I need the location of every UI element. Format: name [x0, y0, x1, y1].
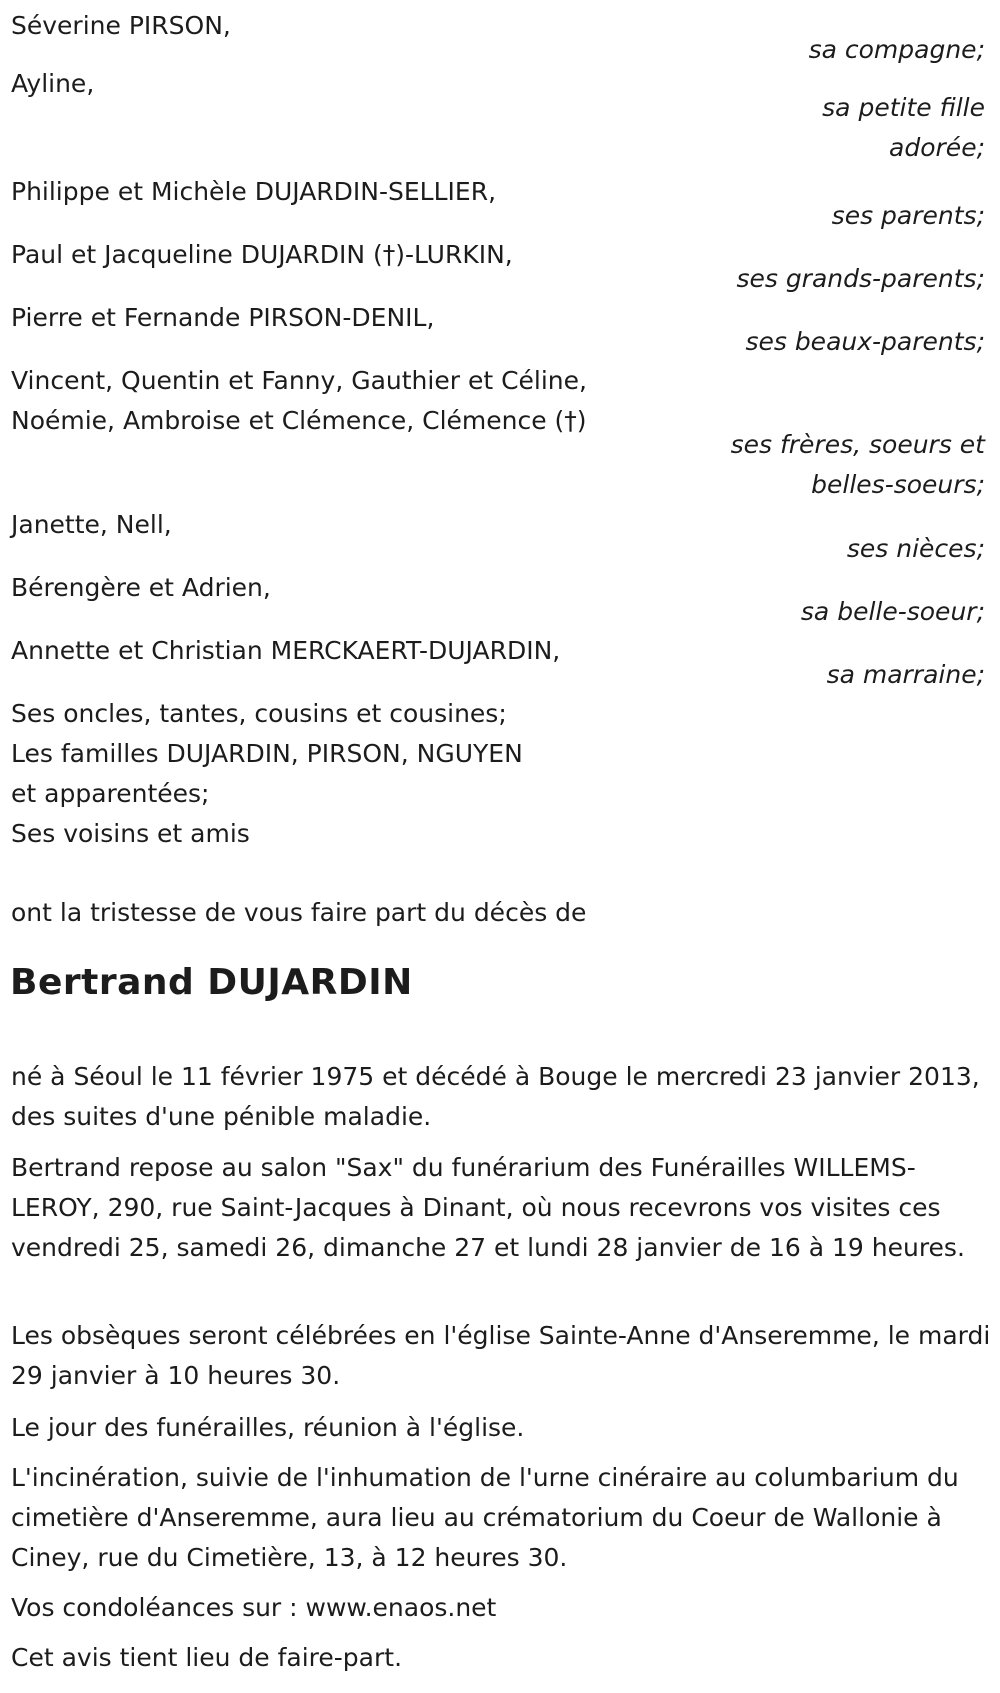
- family-entry-names: [11, 172, 711, 212]
- family-entry-names: [11, 64, 711, 104]
- relation-line: ses parents;: [831, 201, 985, 230]
- cremation-paragraph: L'incinération, suivie de l'inhumation de l'urne cinéraire au columbarium du cimetière d'Anseremme, aura lieu au crématorium du Coeur de Wallonie à Ciney, rue du Cimetière, 13, à 12 heures 30.: [11, 1463, 959, 1572]
- family-name-line: Annette et Christian MERCKAERT-DUJARDIN,: [11, 636, 561, 665]
- family-name-line: Vincent, Quentin et Fanny, Gauthier et Céline,: [11, 366, 587, 395]
- family-entry-names: [11, 631, 711, 671]
- family-entry-names: [11, 505, 711, 545]
- funeral-service-paragraph: Les obsèques seront célébrées en l'église Sainte-Anne d'Anseremme, le mardi 29 janvier à 10 heures 30.: [11, 1321, 991, 1390]
- family-entry-names: [11, 361, 711, 441]
- deceased-name: Bertrand DUJARDIN: [10, 962, 413, 1003]
- condolences-paragraph: Vos condoléances sur : www.enaos.net: [11, 1593, 497, 1622]
- family-name-line: Noémie, Ambroise et Clémence, Clémence (†): [11, 406, 587, 435]
- family-entry-names: [11, 6, 711, 46]
- relation-line: adorée;: [889, 133, 985, 162]
- other-relatives-line: Les familles DUJARDIN, PIRSON, NGUYEN: [11, 739, 523, 768]
- relation-line: ses nièces;: [846, 534, 985, 563]
- family-entry-names: [11, 298, 711, 338]
- family-name-line: Séverine PIRSON,: [11, 11, 231, 40]
- relation-line: sa belle-soeur;: [800, 597, 985, 626]
- funerarium-paragraph: Bertrand repose au salon "Sax" du funérarium des Funérailles WILLEMS-LEROY, 290, rue Saint-Jacques à Dinant, où nous recevrons vos visites ces vendredi 25, samedi 26, dimanche 27 et lundi 28 janvier de 16 à 19 heures.: [11, 1153, 965, 1262]
- birth-death-paragraph: né à Séoul le 11 février 1975 et décédé à Bouge le mercredi 23 janvier 2013, des suites d'une pénible maladie.: [11, 1062, 980, 1131]
- other-relatives-line: et apparentées;: [11, 779, 210, 808]
- family-entry-relation: [685, 88, 985, 168]
- announcement-text: ont la tristesse de vous faire part du décès de: [11, 898, 587, 927]
- relation-line: sa marraine;: [826, 660, 985, 689]
- family-name-line: Pierre et Fernande PIRSON-DENIL,: [11, 303, 435, 332]
- gathering-paragraph: Le jour des funérailles, réunion à l'église.: [11, 1413, 525, 1442]
- family-name-line: Bérengère et Adrien,: [11, 573, 271, 602]
- relation-line: sa petite fille: [822, 93, 985, 122]
- relation-line: ses frères, soeurs et: [730, 430, 985, 459]
- notice-paragraph: Cet avis tient lieu de faire-part.: [11, 1643, 403, 1672]
- family-entry-relation: [685, 655, 985, 695]
- family-entry-relation: [685, 322, 985, 362]
- family-entry-relation: [685, 425, 985, 505]
- family-name-line: Philippe et Michèle DUJARDIN-SELLIER,: [11, 177, 497, 206]
- family-name-line: Paul et Jacqueline DUJARDIN (†)-LURKIN,: [11, 240, 513, 269]
- other-relatives-line: Ses oncles, tantes, cousins et cousines;: [11, 699, 507, 728]
- other-relatives-line: Ses voisins et amis: [11, 819, 250, 848]
- relation-line: ses grands-parents;: [736, 264, 985, 293]
- family-entry-relation: [685, 30, 985, 70]
- other-relatives: [11, 694, 523, 854]
- relation-line: sa compagne;: [808, 35, 985, 64]
- family-name-line: Ayline,: [11, 69, 95, 98]
- family-entry-relation: [685, 259, 985, 299]
- relation-line: ses beaux-parents;: [745, 327, 985, 356]
- family-entry-names: [11, 568, 711, 608]
- family-entry-relation: [685, 529, 985, 569]
- relation-line: belles-soeurs;: [811, 470, 985, 499]
- family-entry-relation: [685, 196, 985, 236]
- family-entry-relation: [685, 592, 985, 632]
- family-entry-names: [11, 235, 711, 275]
- family-name-line: Janette, Nell,: [11, 510, 172, 539]
